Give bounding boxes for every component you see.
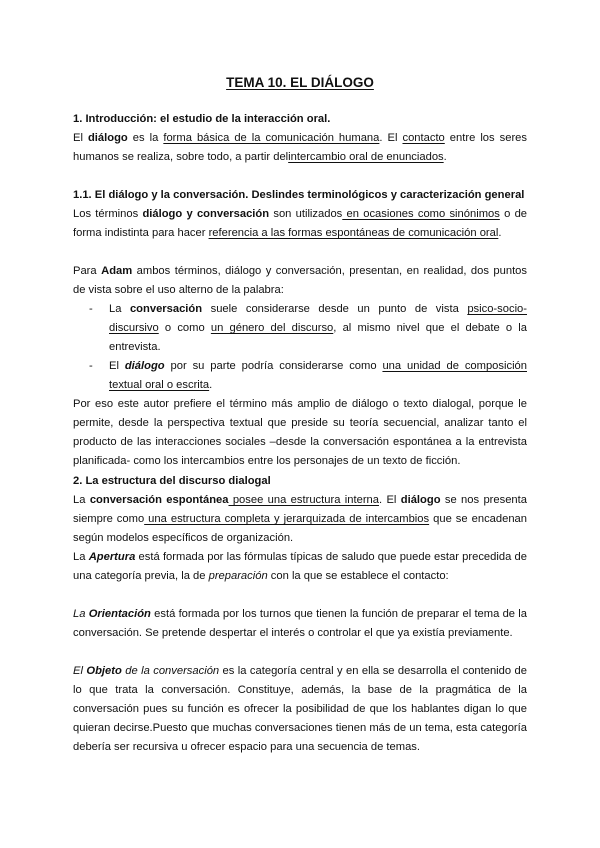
- paragraph: El diálogo es la forma básica de la comunicación humana. El contacto entre los seres humanos se realiza, sobre todo, a partir delintercambio oral de enunciados.: [73, 132, 527, 163]
- paragraph: La Apertura está formada por las fórmulas típicas de saludo que puede estar precedida de una categoría previa, la de preparación con la que se establece el contacto:: [73, 551, 527, 582]
- section-heading: 2. La estructura del discurso dialogal: [73, 475, 271, 487]
- page-title: TEMA 10. EL DIÁLOGO: [226, 75, 374, 90]
- section-heading: 1.1. El diálogo y la conversación. Deslindes terminológicos y caracterización general: [73, 189, 525, 201]
- section-dialogo-conversacion: [73, 186, 527, 471]
- section-estructura: [73, 472, 527, 757]
- paragraph: Los términos diálogo y conversación son utilizados en ocasiones como sinónimos o de forma indistinta para hacer referencia a las formas espontáneas de comunicación oral.: [73, 208, 528, 239]
- section-introduccion: [73, 110, 527, 167]
- paragraph: El Objeto de la conversación es la categoría central y en ella se desarrolla el contenido de lo que trata la conversación. Constituye, además, la base de la pragmática de la conversación pues su función es ofrecer la posibilidad de que los hablantes digan lo que quieran decirse.Puesto que muchas conversaciones tienen más de un tema, esta categoría debería ser recursiva u ofrecer espacio para una secuencia de temas.: [73, 665, 527, 753]
- paragraph: La Orientación está formada por los turnos que tienen la función de preparar el tema de la conversación. Se pretende despertar el interés o controlar el que ya existía previamente.: [73, 608, 527, 639]
- paragraph: Por eso este autor prefiere el término más amplio de diálogo o texto dialogal, porque le permite, desde la perspectiva textual que preside su teoría secuencial, analizar tanto el producto de las interacciones sociales –desde la conversación espontánea a la entrevista planificada- como los intercambios entre los personajes de un texto de ficción.: [73, 398, 527, 467]
- list-item: - El diálogo por su parte podría considerarse como una unidad de composición textual oral o escrita.: [89, 360, 527, 391]
- paragraph: La conversación espontánea posee una estructura interna. El diálogo se nos presenta siempre como una estructura completa y jerarquizada de intercambios que se encadenan según modelos específicos de organización.: [73, 494, 527, 544]
- paragraph: Para Adam ambos términos, diálogo y conversación, presentan, en realidad, dos puntos de vista sobre el uso alterno de la palabra:: [73, 265, 527, 296]
- section-heading: 1. Introducción: el estudio de la interacción oral.: [73, 113, 331, 125]
- list-item: - La conversación suele considerarse desde un punto de vista psico-socio-discursivo o como un género del discurso, al mismo nivel que el debate o la entrevista.: [89, 303, 527, 353]
